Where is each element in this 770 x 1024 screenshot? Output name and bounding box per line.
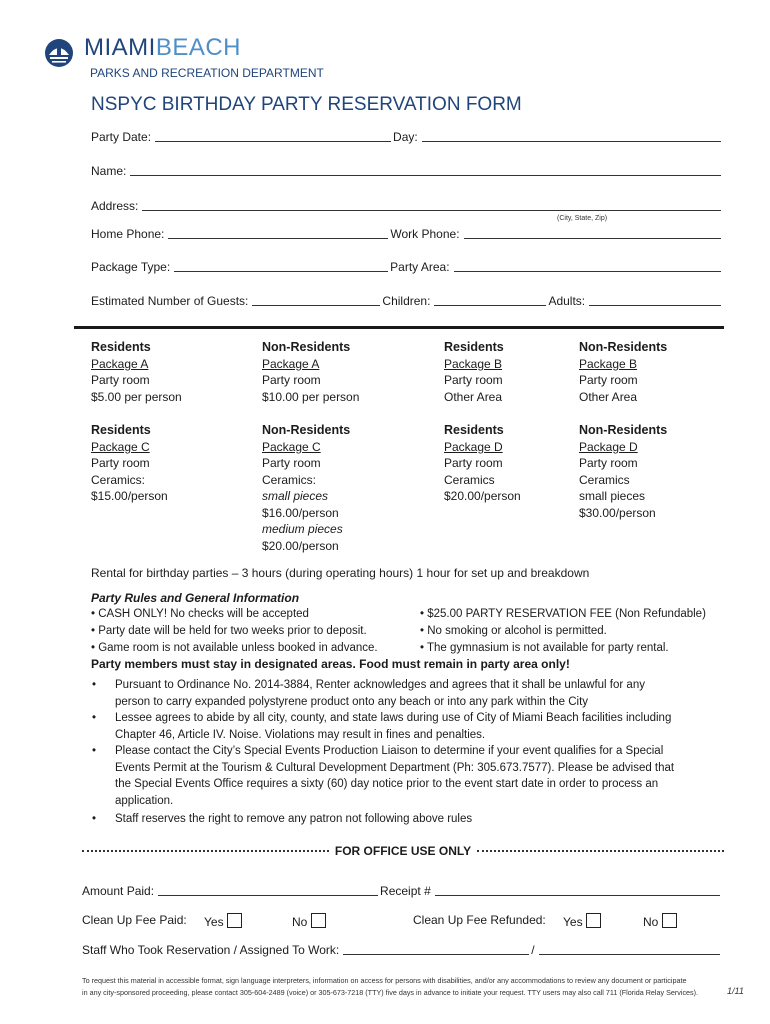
clean-up-fee-refunded-label: Clean Up Fee Refunded: — [413, 913, 546, 927]
amount-paid-label: Amount Paid: — [82, 884, 155, 898]
footer-line: in any city-sponsored proceeding, please contact 305-604-2489 (voice) or 305-673-7218 (TTY) five days in advance to initiate your request. TTY users may also call 711 (Florida Relay Services). — [82, 988, 699, 997]
bullet-line: application. — [115, 794, 174, 807]
fee-refunded-yes-checkbox[interactable] — [586, 913, 601, 928]
package-line: Party room — [444, 456, 503, 470]
clean-up-fee-paid-label: Clean Up Fee Paid: — [82, 913, 187, 927]
package-line: Other Area — [579, 389, 638, 404]
bullet-dot: • — [92, 813, 97, 825]
amount-paid-field[interactable] — [158, 884, 378, 896]
package-line: small pieces — [262, 489, 329, 503]
guests-label: Estimated Number of Guests: — [91, 294, 249, 308]
rules-bold-line: Party members must stay in designated areas. Food must remain in party area only! — [91, 657, 570, 671]
package-heading: Non-Residents — [262, 423, 351, 437]
package-line: Party room — [579, 373, 638, 387]
package-heading: Non-Residents — [262, 340, 351, 354]
package-heading: Residents — [91, 423, 151, 437]
dotted-rule — [82, 850, 329, 852]
package-heading: Non-Residents — [579, 423, 668, 437]
package-line: Ceramics: — [91, 472, 146, 487]
row-phone — [91, 227, 723, 241]
fee-refunded-no[interactable] — [643, 913, 677, 929]
address-label: Address: — [91, 199, 139, 213]
package-line: medium pieces — [262, 522, 343, 536]
fee-refunded-yes[interactable] — [563, 913, 601, 929]
work-phone-field[interactable] — [464, 227, 721, 239]
package-line: $10.00 per person — [262, 389, 360, 404]
package-block — [444, 422, 521, 505]
package-heading: Non-Residents — [579, 340, 668, 354]
rule-item: • No smoking or alcohol is permitted. — [420, 625, 607, 637]
package-name: Package A — [262, 356, 320, 371]
section-divider — [74, 326, 724, 329]
adults-label: Adults: — [548, 294, 586, 308]
package-type-label: Package Type: — [91, 260, 171, 274]
party-area-field[interactable] — [454, 260, 721, 272]
package-line: Party room — [262, 456, 321, 470]
package-line: Party room — [444, 373, 503, 387]
day-field[interactable] — [422, 130, 721, 142]
home-phone-label: Home Phone: — [91, 227, 165, 241]
package-line: Ceramics: — [262, 472, 317, 487]
bullet-dot: • — [92, 745, 97, 757]
package-block — [444, 339, 504, 405]
staff-label: Staff Who Took Reservation / Assigned To Work: — [82, 943, 340, 957]
fee-paid-no[interactable] — [292, 913, 326, 929]
name-field[interactable] — [130, 164, 721, 176]
adults-field[interactable] — [589, 294, 721, 306]
bullet-dot: • — [92, 712, 97, 724]
package-line: Ceramics — [579, 472, 630, 487]
package-line: $5.00 per person — [91, 389, 182, 404]
party-date-label: Party Date: — [91, 130, 152, 144]
package-name: Package B — [444, 356, 503, 371]
package-line: Party room — [91, 456, 150, 470]
rule-item: • $25.00 PARTY RESERVATION FEE (Non Refundable) — [420, 608, 706, 620]
row-name — [91, 164, 723, 178]
row-staff — [82, 943, 722, 957]
brand-title — [84, 34, 241, 62]
fee-paid-yes[interactable] — [204, 913, 242, 929]
package-line: Other Area — [444, 389, 503, 404]
yes-label: Yes — [563, 915, 583, 929]
package-name: Package C — [91, 439, 150, 454]
miami-beach-logo-icon — [44, 38, 74, 68]
work-phone-label: Work Phone: — [390, 227, 460, 241]
staff-assigned-field[interactable] — [539, 943, 720, 955]
package-line: $20.00/person — [444, 489, 521, 503]
slash-separator: / — [531, 943, 535, 957]
package-block — [579, 422, 667, 521]
receipt-label: Receipt # — [380, 884, 431, 898]
package-line: Party room — [579, 456, 638, 470]
yes-label: Yes — [204, 915, 224, 929]
rule-item: • Game room is not available unless booked in advance. — [91, 642, 378, 654]
package-line: $16.00/person — [262, 505, 339, 520]
accessibility-notice — [82, 975, 698, 999]
package-line: $30.00/person — [579, 505, 656, 520]
package-line: $20.00/person — [262, 538, 339, 553]
bullet-line: Staff reserves the right to remove any patron not following above rules — [115, 813, 473, 825]
form-title: NSPYC BIRTHDAY PARTY RESERVATION FORM — [91, 94, 522, 115]
staff-took-field[interactable] — [343, 943, 529, 955]
rental-note: Rental for birthday parties – 3 hours (during operating hours) 1 hour for set up and breakdown — [91, 566, 590, 580]
home-phone-field[interactable] — [168, 227, 388, 239]
fee-paid-yes-checkbox[interactable] — [227, 913, 242, 928]
brand-light: BEACH — [155, 34, 242, 61]
row-amount — [82, 884, 722, 898]
brand-dark: MIAMI — [84, 34, 156, 61]
package-heading: Residents — [444, 423, 504, 437]
dotted-rule — [477, 850, 724, 852]
rule-item: • The gymnasium is not available for party rental. — [420, 642, 669, 654]
page-number: 1/11 — [727, 986, 744, 996]
row-package — [91, 260, 723, 274]
address-field[interactable] — [142, 199, 721, 211]
bullet-dot: • — [92, 679, 97, 691]
row-guests — [91, 294, 723, 308]
address-note: (City, State, Zip) — [557, 215, 608, 222]
rule-item: • Party date will be held for two weeks prior to deposit. — [91, 625, 367, 637]
no-label: No — [643, 915, 659, 929]
package-line: small pieces — [579, 489, 646, 503]
package-block — [262, 339, 359, 405]
package-name: Package C — [262, 439, 321, 454]
package-name: Package A — [91, 356, 149, 371]
package-name: Package B — [579, 356, 638, 371]
row-address — [91, 199, 723, 213]
bullet-line: Lessee agrees to abide by all city, county, and state laws during use of City of Miami Beach facilities including — [115, 712, 672, 724]
fee-refunded-no-checkbox[interactable] — [662, 913, 677, 928]
rules-heading: Party Rules and General Information — [91, 591, 300, 605]
party-date-field[interactable] — [155, 130, 391, 142]
package-heading: Residents — [444, 340, 504, 354]
day-label: Day: — [393, 130, 418, 144]
party-area-label: Party Area: — [390, 260, 450, 274]
office-use-header — [82, 844, 724, 858]
fee-paid-no-checkbox[interactable] — [311, 913, 326, 928]
package-line: Ceramics — [444, 472, 495, 487]
row-date — [91, 130, 723, 144]
package-line: Party room — [262, 373, 321, 387]
package-block — [91, 422, 168, 505]
package-block — [262, 422, 350, 554]
receipt-field[interactable] — [435, 884, 720, 896]
package-heading: Residents — [91, 340, 151, 354]
bullet-line: Events Permit at the Tourism & Cultural Development Department (Ph: 305.673.7577). Please be advised that — [115, 761, 675, 774]
package-block — [579, 339, 667, 405]
name-label: Name: — [91, 164, 127, 178]
package-type-field[interactable] — [174, 260, 388, 272]
rule-item: • CASH ONLY! No checks will be accepted — [91, 608, 309, 620]
bullet-line: Chapter 46, Article IV. Noise. Violations may result in fines and penalties. — [115, 728, 486, 741]
office-use-label: FOR OFFICE USE ONLY — [334, 844, 472, 858]
children-field[interactable] — [434, 294, 546, 306]
children-label: Children: — [382, 294, 431, 308]
package-line: Party room — [91, 373, 150, 387]
guests-field[interactable] — [252, 294, 380, 306]
bullet-line: the Special Events Office requires a sixty (60) day notice prior to the event start date in order to process an — [115, 778, 659, 790]
bullet-line: Pursuant to Ordinance No. 2014-3884, Renter acknowledges and agrees that it shall be unlawful for any — [115, 679, 645, 691]
footer-line: To request this material in accessible format, sign language interpreters, information on access for persons with disabilities, and/or any accommodations to review any document or participate — [82, 976, 687, 985]
package-block — [91, 339, 182, 405]
package-line: $15.00/person — [91, 489, 168, 503]
no-label: No — [292, 915, 308, 929]
department-name: PARKS AND RECREATION DEPARTMENT — [90, 66, 324, 80]
bullet-line: Please contact the City’s Special Events Production Liaison to determine if your event qualifies for a Special — [115, 745, 664, 757]
package-name: Package D — [444, 439, 503, 454]
bullet-line: person to carry expanded polystyrene product onto any beach or into any park within the City — [115, 695, 589, 708]
package-name: Package D — [579, 439, 638, 454]
